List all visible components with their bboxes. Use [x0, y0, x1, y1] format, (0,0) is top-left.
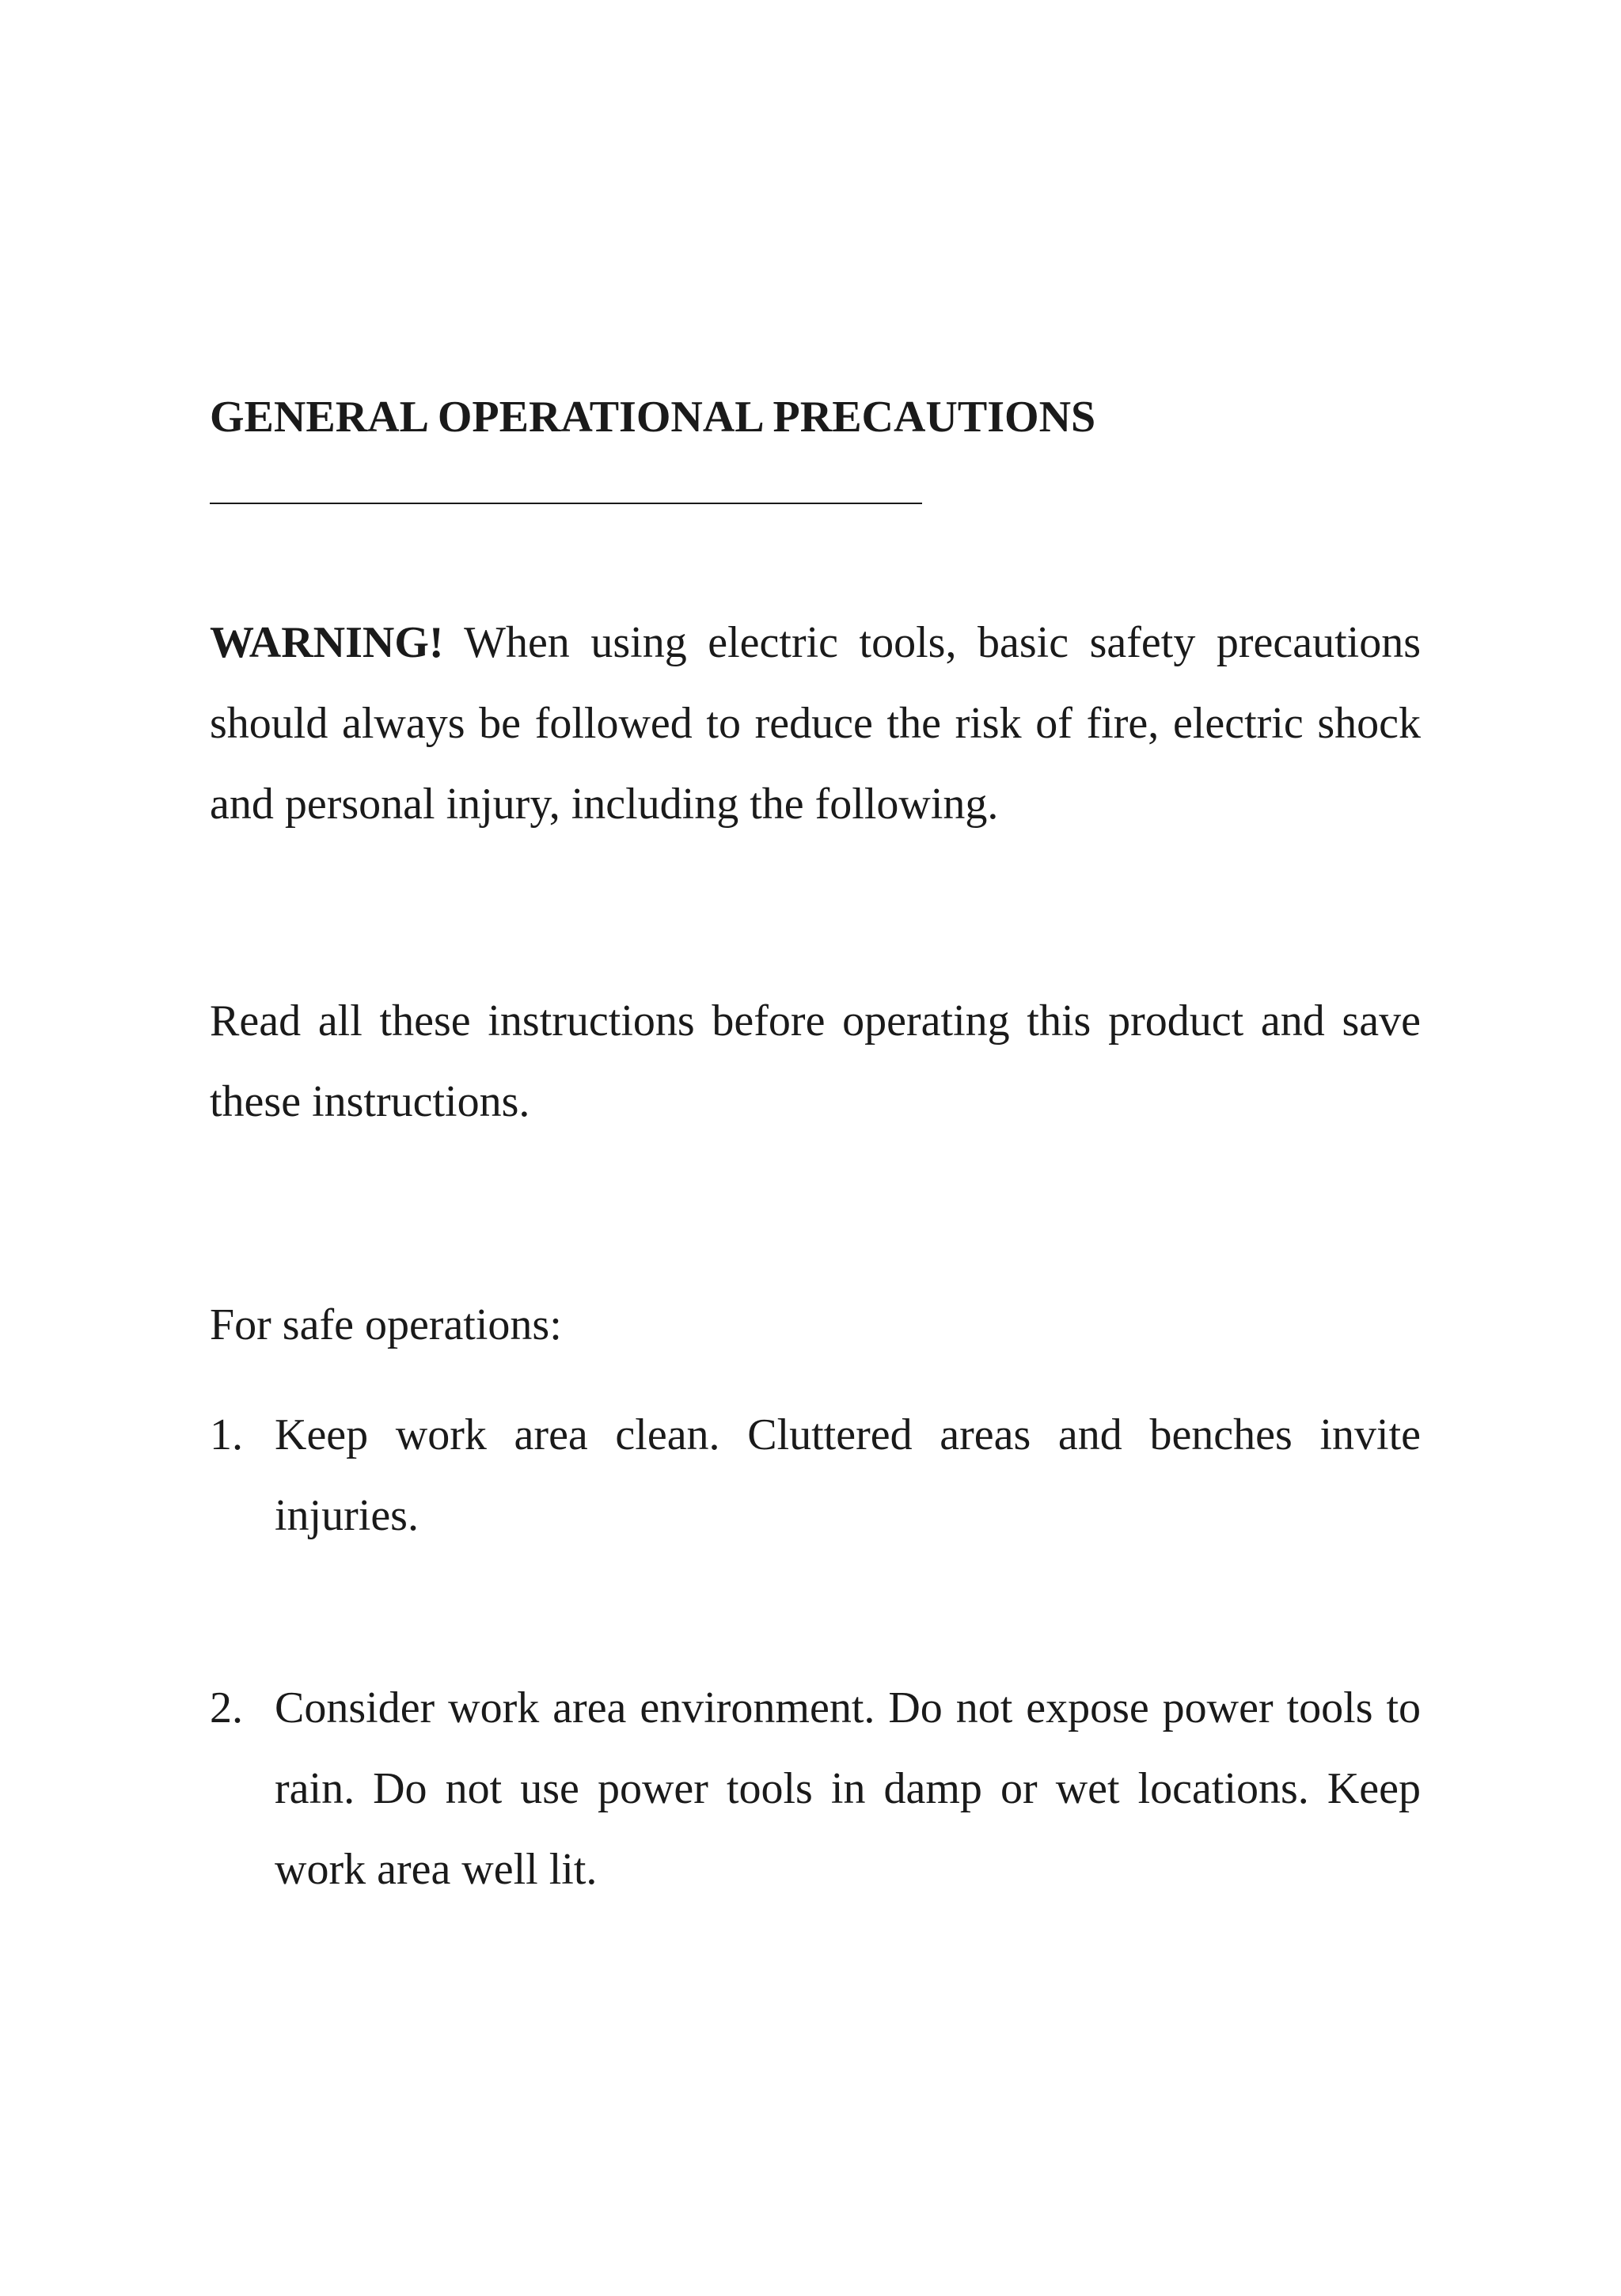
list-item-text: Keep work area clean. Cluttered areas and benches invite injuries.: [275, 1410, 1421, 1540]
list-item: [210, 1668, 1421, 1910]
page-title: GENERAL OPERATIONAL PRECAUTIONS: [210, 393, 1096, 442]
list-item-number: 2.: [210, 1683, 243, 1732]
warning-label: WARNING!: [210, 618, 444, 667]
list-item-text: Consider work area environment. Do not expose power tools to rain. Do not use power tools in damp or wet locations. Keep work area well lit.: [275, 1683, 1421, 1894]
read-instructions-paragraph: Read all these instructions before operating this product and save these instructions.: [210, 996, 1421, 1126]
title-underline: [210, 503, 922, 504]
warning-paragraph: [210, 602, 1421, 844]
list-item: [210, 1395, 1421, 1556]
list-item-number: 1.: [210, 1410, 243, 1459]
safe-operations-intro: For safe operations:: [210, 1300, 562, 1349]
warning-text: When using electric tools, basic safety precautions should always be followed to reduce the risk of fire, electric shock and personal injury, including the following.: [210, 618, 1421, 829]
